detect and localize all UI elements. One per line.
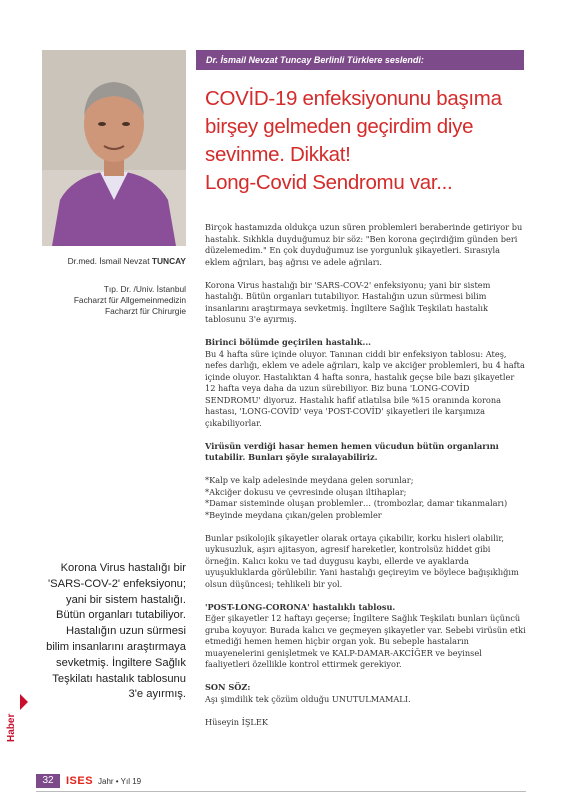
list-item: *Beyinde meydana çıkan/gelen problemler (205, 509, 382, 520)
paragraph: Korona Virus hastalığı bir 'SARS-COV-2' enfeksiyonu; yani bir sistem hastalığı. Bütün organları tutabiliyor. Hastalığın uzun sürmesi bilim insanlarını araştırmaya sevketmiş. İngiltere Sağlık Teşkilatı hastalık tablosunu 3'e ayırmış. (205, 279, 491, 324)
author-surname: TUNCAY (151, 256, 186, 266)
author-credentials (40, 284, 186, 317)
pull-quote: Korona Virus hastalığı bir 'SARS-COV-2' enfeksiyonu; yani bir sistem hastalığı. Bütün organları tutabiliyor. Hastalığın uzun sürmesi bilim insanlarını araştırmaya sevketmiş. İngiltere Sağlık Teşkilatı hastalık tablosunu 3'e ayırmış. (46, 562, 186, 701)
footer-divider (36, 791, 526, 792)
paragraph: Aşı şimdilik tek çözüm olduğu UNUTULMAMALI. (205, 693, 411, 704)
paragraph: Bu 4 hafta süre içinde oluyor. Tanınan ciddi bir enfeksiyon tablosu: Ateş, nefes darlığı, eklem ve adele ağrıları, kalp ve akciğer problemleri, bu 4 hafta içinde oluyor. Hastalıktan 4 hafta sonra, hastalık geçse bile bazı şikayetler 12 hafta veya daha da uzun sürebiliyor. Biz buna 'LONG-COVİD SENDROMU' diyoruz. Hastalık hafif atlatılsa bile %15 oranında korona hastası, 'LONG-COVİD' veya 'POST-COVİD' şikayetleri ile karşımıza çıkabiliyorlar. (205, 348, 525, 428)
list-item: *Damar sisteminde oluşan problemler… (trombozlar, damar tıkanmaları) (205, 498, 508, 508)
section-heading: Birinci bölümde geçirilen hastalık... (205, 337, 372, 347)
credential-line: Facharzt für Chirurgie (105, 306, 186, 316)
section-heading: SON SÖZ: (205, 682, 251, 692)
magazine-logo: ISES (66, 775, 94, 787)
page-number: 32 (36, 774, 60, 788)
section-marker-icon (16, 690, 36, 770)
headline-line: sevinme. Dikkat! (205, 143, 351, 166)
headline-line: birşey gelmeden geçirdim diye (205, 115, 474, 138)
banner-text: Dr. İsmail Nevzat Tuncay Berlinli Türklere seslendi: (206, 55, 424, 65)
portrait-illustration (42, 50, 186, 246)
issue-label: Jahr • Yıl 19 (98, 777, 142, 786)
author-name: Dr.med. İsmail Nevzat (67, 256, 152, 266)
author-signature: Hüseyin İŞLEK (205, 716, 268, 727)
section-label: Haber (6, 713, 17, 742)
author-name-caption (40, 256, 186, 267)
headline-kicker-banner (196, 50, 524, 70)
credential-line: Tıp. Dr. /Univ. İstanbul (103, 284, 186, 294)
headline-line: COVİD-19 enfeksiyonunu başıma (205, 87, 502, 110)
paragraph: Birçok hastamızda oldukça uzun süren problemleri beraberinde getiriyor bu hastalık. Sıkhkla duyduğumuz bir söz: "Ben korona geçirdiğim günden beri düzelemedim." En çok duyduğumuz ise yorgunluk şikayetleri. Sırasıyla eklem ağrıları, baş ağrısı ve adele ağrıları. (205, 222, 523, 267)
article-headline (205, 85, 535, 197)
list-item: *Akciğer dokusu ve çevresinde oluşan iltihaplar; (205, 486, 407, 497)
author-photo (42, 50, 186, 246)
credential-line: Facharzt für Allgemeinmedizin (73, 295, 186, 305)
paragraph: Eğer şikayetler 12 haftayı geçerse; İngiltere Sağlık Teşkilatı bunları üçüncü gruba koyuyor. Burada kalıcı ve geçmeyen şikayetler var. Sebebi virüsün etki etmediği hemen hemen hiçbir organ yok. Bu sebeple hastaların muayenelerini genişletmek ve KALP-DAMAR-AKCİĞER ve beyinsel faaliyetleri özellikle kontrol ettirmek gerekiyor. (205, 613, 526, 669)
section-heading: 'POST-LONG-CORONA' hastalıklı tablosu. (205, 601, 396, 612)
list-item: *Kalp ve kalp adelesinde meydana gelen sorunlar; (205, 475, 414, 485)
headline-line: Long-Covid Sendromu var... (205, 171, 453, 194)
section-heading: Virüsün verdiği hasar hemen hemen vücudun bütün organlarını tutabilir. Bunları şöyle sıralayabiliriz. (205, 440, 499, 462)
article-body (205, 222, 527, 740)
paragraph: Bunlar psikolojik şikayetler olarak ortaya çıkabilir, korku hisleri olabilir, uykusuzluk, aşırı ajitasyon, agresif hareketler, kontrolsüz hiddet gibi örneğin. Kalıcı koku ve tad duygusu kaybı, ellerde ve ayaklarda uyuşukluklarda görülebilir. Yani hastalığı geçireyim ve böylece bağışıklığım olsun düşüncesi; tehlikeli bir yol. (205, 532, 519, 589)
symptom-list (205, 475, 527, 521)
